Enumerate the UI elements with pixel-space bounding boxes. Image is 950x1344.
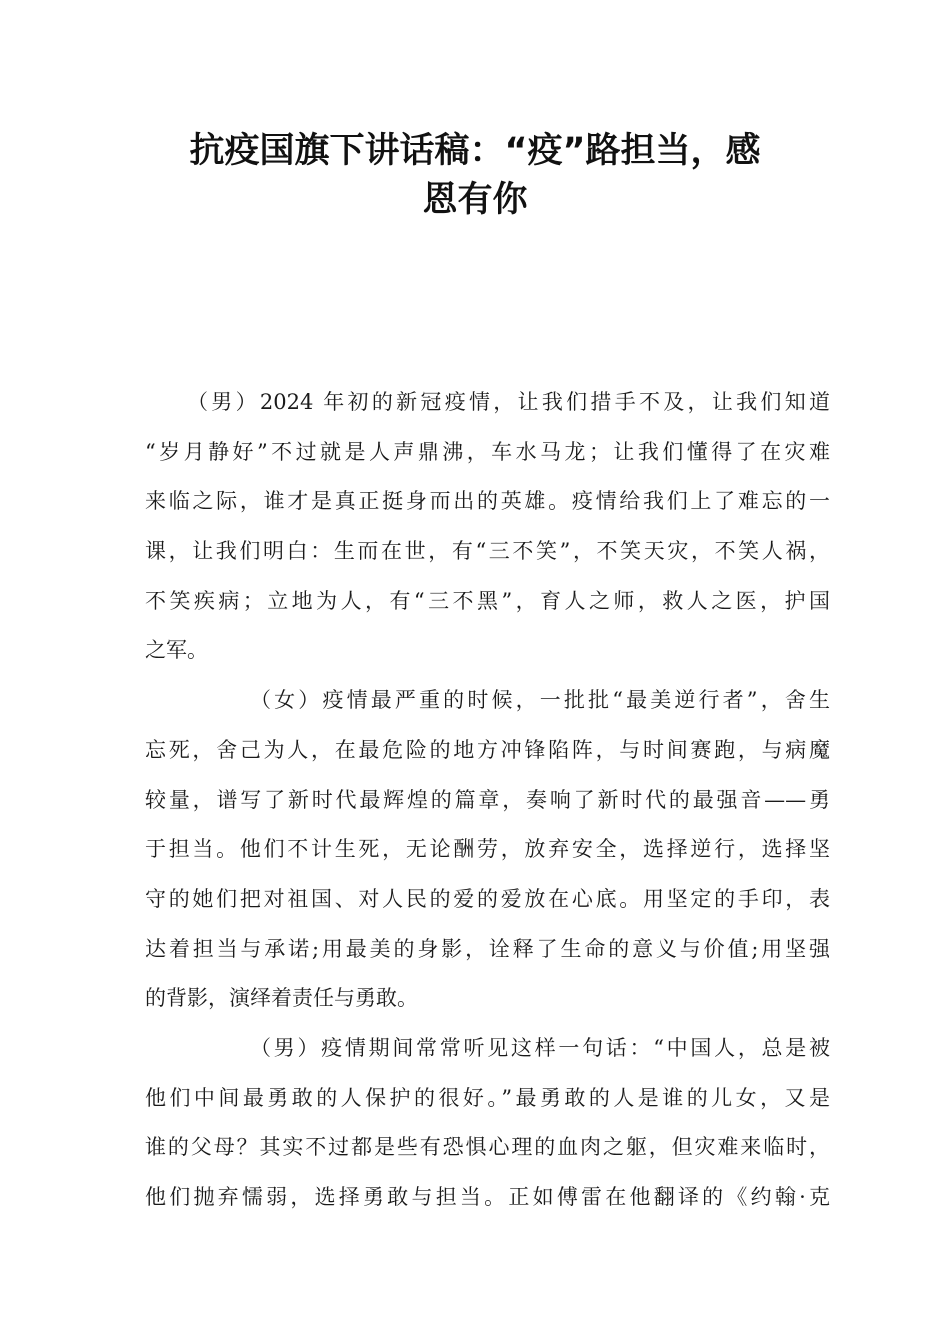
text-line: 不笑疾病；立地为人，有“三不黑”，育人之师，救人之医，护国 [145, 588, 830, 613]
text-line: （男）疫情期间常常听见这样一句话：“中国人，总是被 [250, 1035, 830, 1060]
title-line: 恩有你 [422, 180, 528, 220]
text-line: （女）疫情最严重的时候，一批批“最美逆行者”，舍生 [250, 688, 830, 713]
paragraph-male-2 [145, 1024, 830, 1223]
text-line: 来临之际，谁才是真正挺身而出的英雄。疫情给我们上了难忘的一 [145, 489, 830, 514]
text-line: 于担当。他们不计生死，无论酬劳，放弃安全，选择逆行，选择坚 [145, 837, 830, 862]
text-line: 课，让我们明白：生而在世，有“三不笑”，不笑天灾，不笑人祸， [145, 539, 830, 564]
document-body [145, 378, 830, 1223]
title-line: 抗疫国旗下讲话稿：“疫”路担当，感 [189, 131, 761, 171]
paragraph-male-1 [145, 378, 830, 676]
text-line: 的背影，演绎着责任与勇敢。 [145, 986, 418, 1011]
text-line: 他们抛弃懦弱，选择勇敢与担当。正如傅雷在他翻译的《约翰·克 [145, 1185, 830, 1209]
text-line: “岁月静好”不过就是人声鼎沸，车水马龙；让我们懂得了在灾难 [145, 439, 830, 464]
text-line: 守的她们把对祖国、对人民的爱的爱放在心底。用坚定的手印，表 [145, 886, 830, 911]
text-line: （男）2024 年初的新冠疫情，让我们措手不及，让我们知道 [187, 390, 830, 414]
text-line: 达着担当与承诺;用最美的身影，诠释了生命的意义与价值;用坚强 [145, 936, 830, 961]
text-line: 之军。 [145, 638, 208, 663]
paragraph-female [145, 676, 830, 1024]
text-line: 较量，谱写了新时代最辉煌的篇章，奏响了新时代的最强音——勇 [145, 787, 830, 812]
document-title [100, 127, 850, 225]
text-line: 忘死，舍己为人，在最危险的地方冲锋陷阵，与时间赛跑，与病魔 [145, 737, 830, 762]
text-line: 他们中间最勇敢的人保护的很好。”最勇敢的人是谁的儿女，又是 [145, 1085, 830, 1110]
text-line: 谁的父母？其实不过都是些有恐惧心理的血肉之躯，但灾难来临时， [145, 1135, 830, 1160]
